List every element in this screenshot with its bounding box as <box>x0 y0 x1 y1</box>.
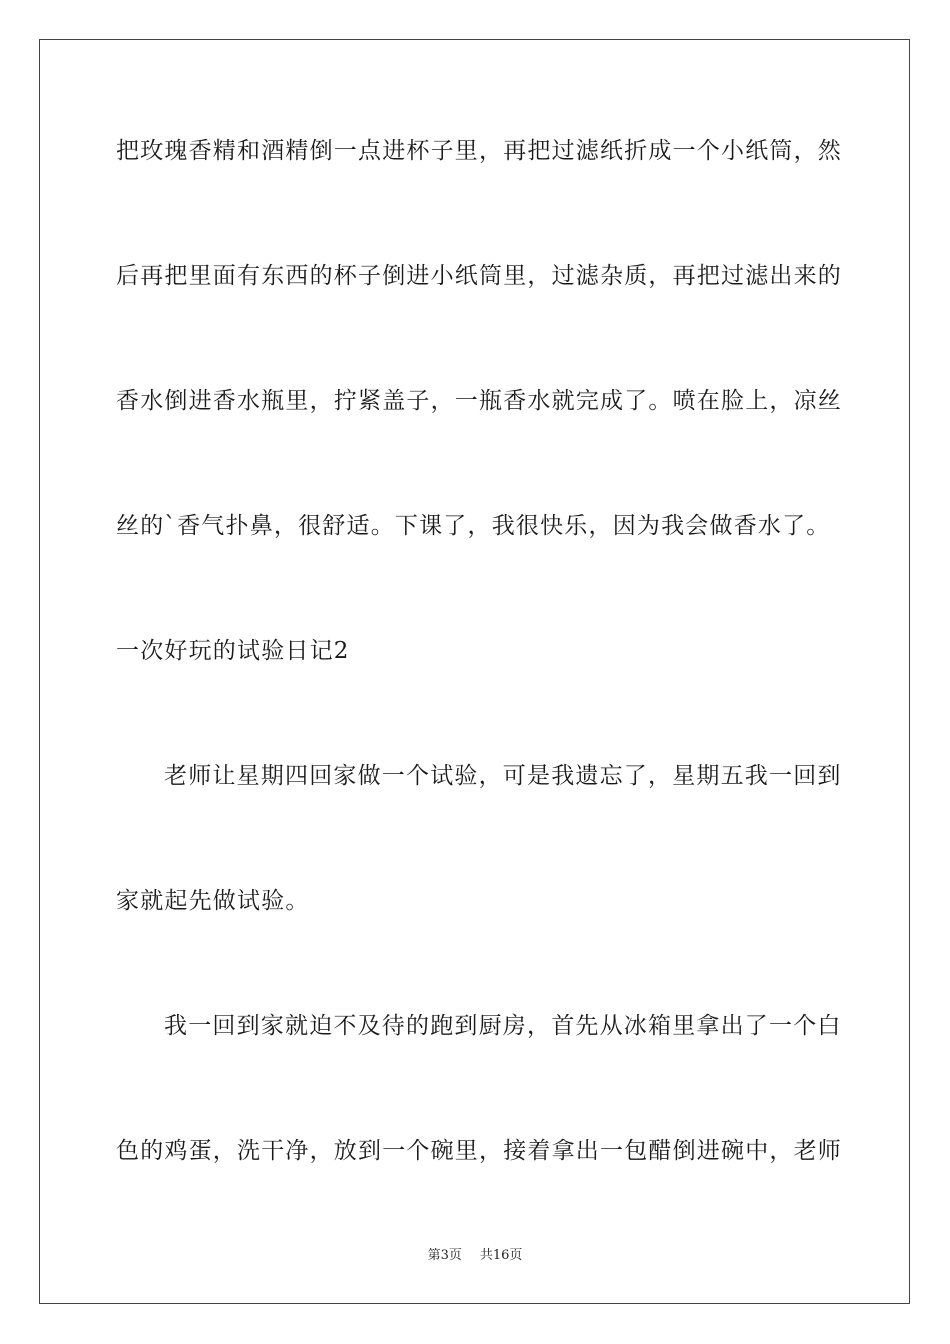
paragraph-line: 我一回到家就迫不及待的跑到厨房，首先从冰箱里拿出了一个白 <box>164 1013 842 1039</box>
page-number: 第3页 <box>427 1248 462 1263</box>
page-total: 共16页 <box>479 1248 523 1263</box>
section-heading: 一次好玩的试验日记2 <box>116 638 350 664</box>
text-line: 丝的`香气扑鼻，很舒适。下课了，我很快乐，因为我会做香水了。 <box>116 513 831 539</box>
paragraph-line: 色的鸡蛋，洗干净，放到一个碗里，接着拿出一包醋倒进碗中，老师 <box>116 1138 842 1164</box>
page-footer <box>0 1247 950 1265</box>
text-line: 香水倒进香水瓶里，拧紧盖子，一瓶香水就完成了。喷在脸上，凉丝 <box>116 388 842 414</box>
paragraph-line: 老师让星期四回家做一个试验，可是我遗忘了，星期五我一回到 <box>164 763 842 789</box>
text-line: 后再把里面有东西的杯子倒进小纸筒里，过滤杂质，再把过滤出来的 <box>116 263 842 289</box>
page-border <box>39 39 910 1304</box>
paragraph-line: 家就起先做试验。 <box>116 888 310 914</box>
text-line: 把玫瑰香精和酒精倒一点进杯子里，再把过滤纸折成一个小纸筒，然 <box>116 138 842 164</box>
